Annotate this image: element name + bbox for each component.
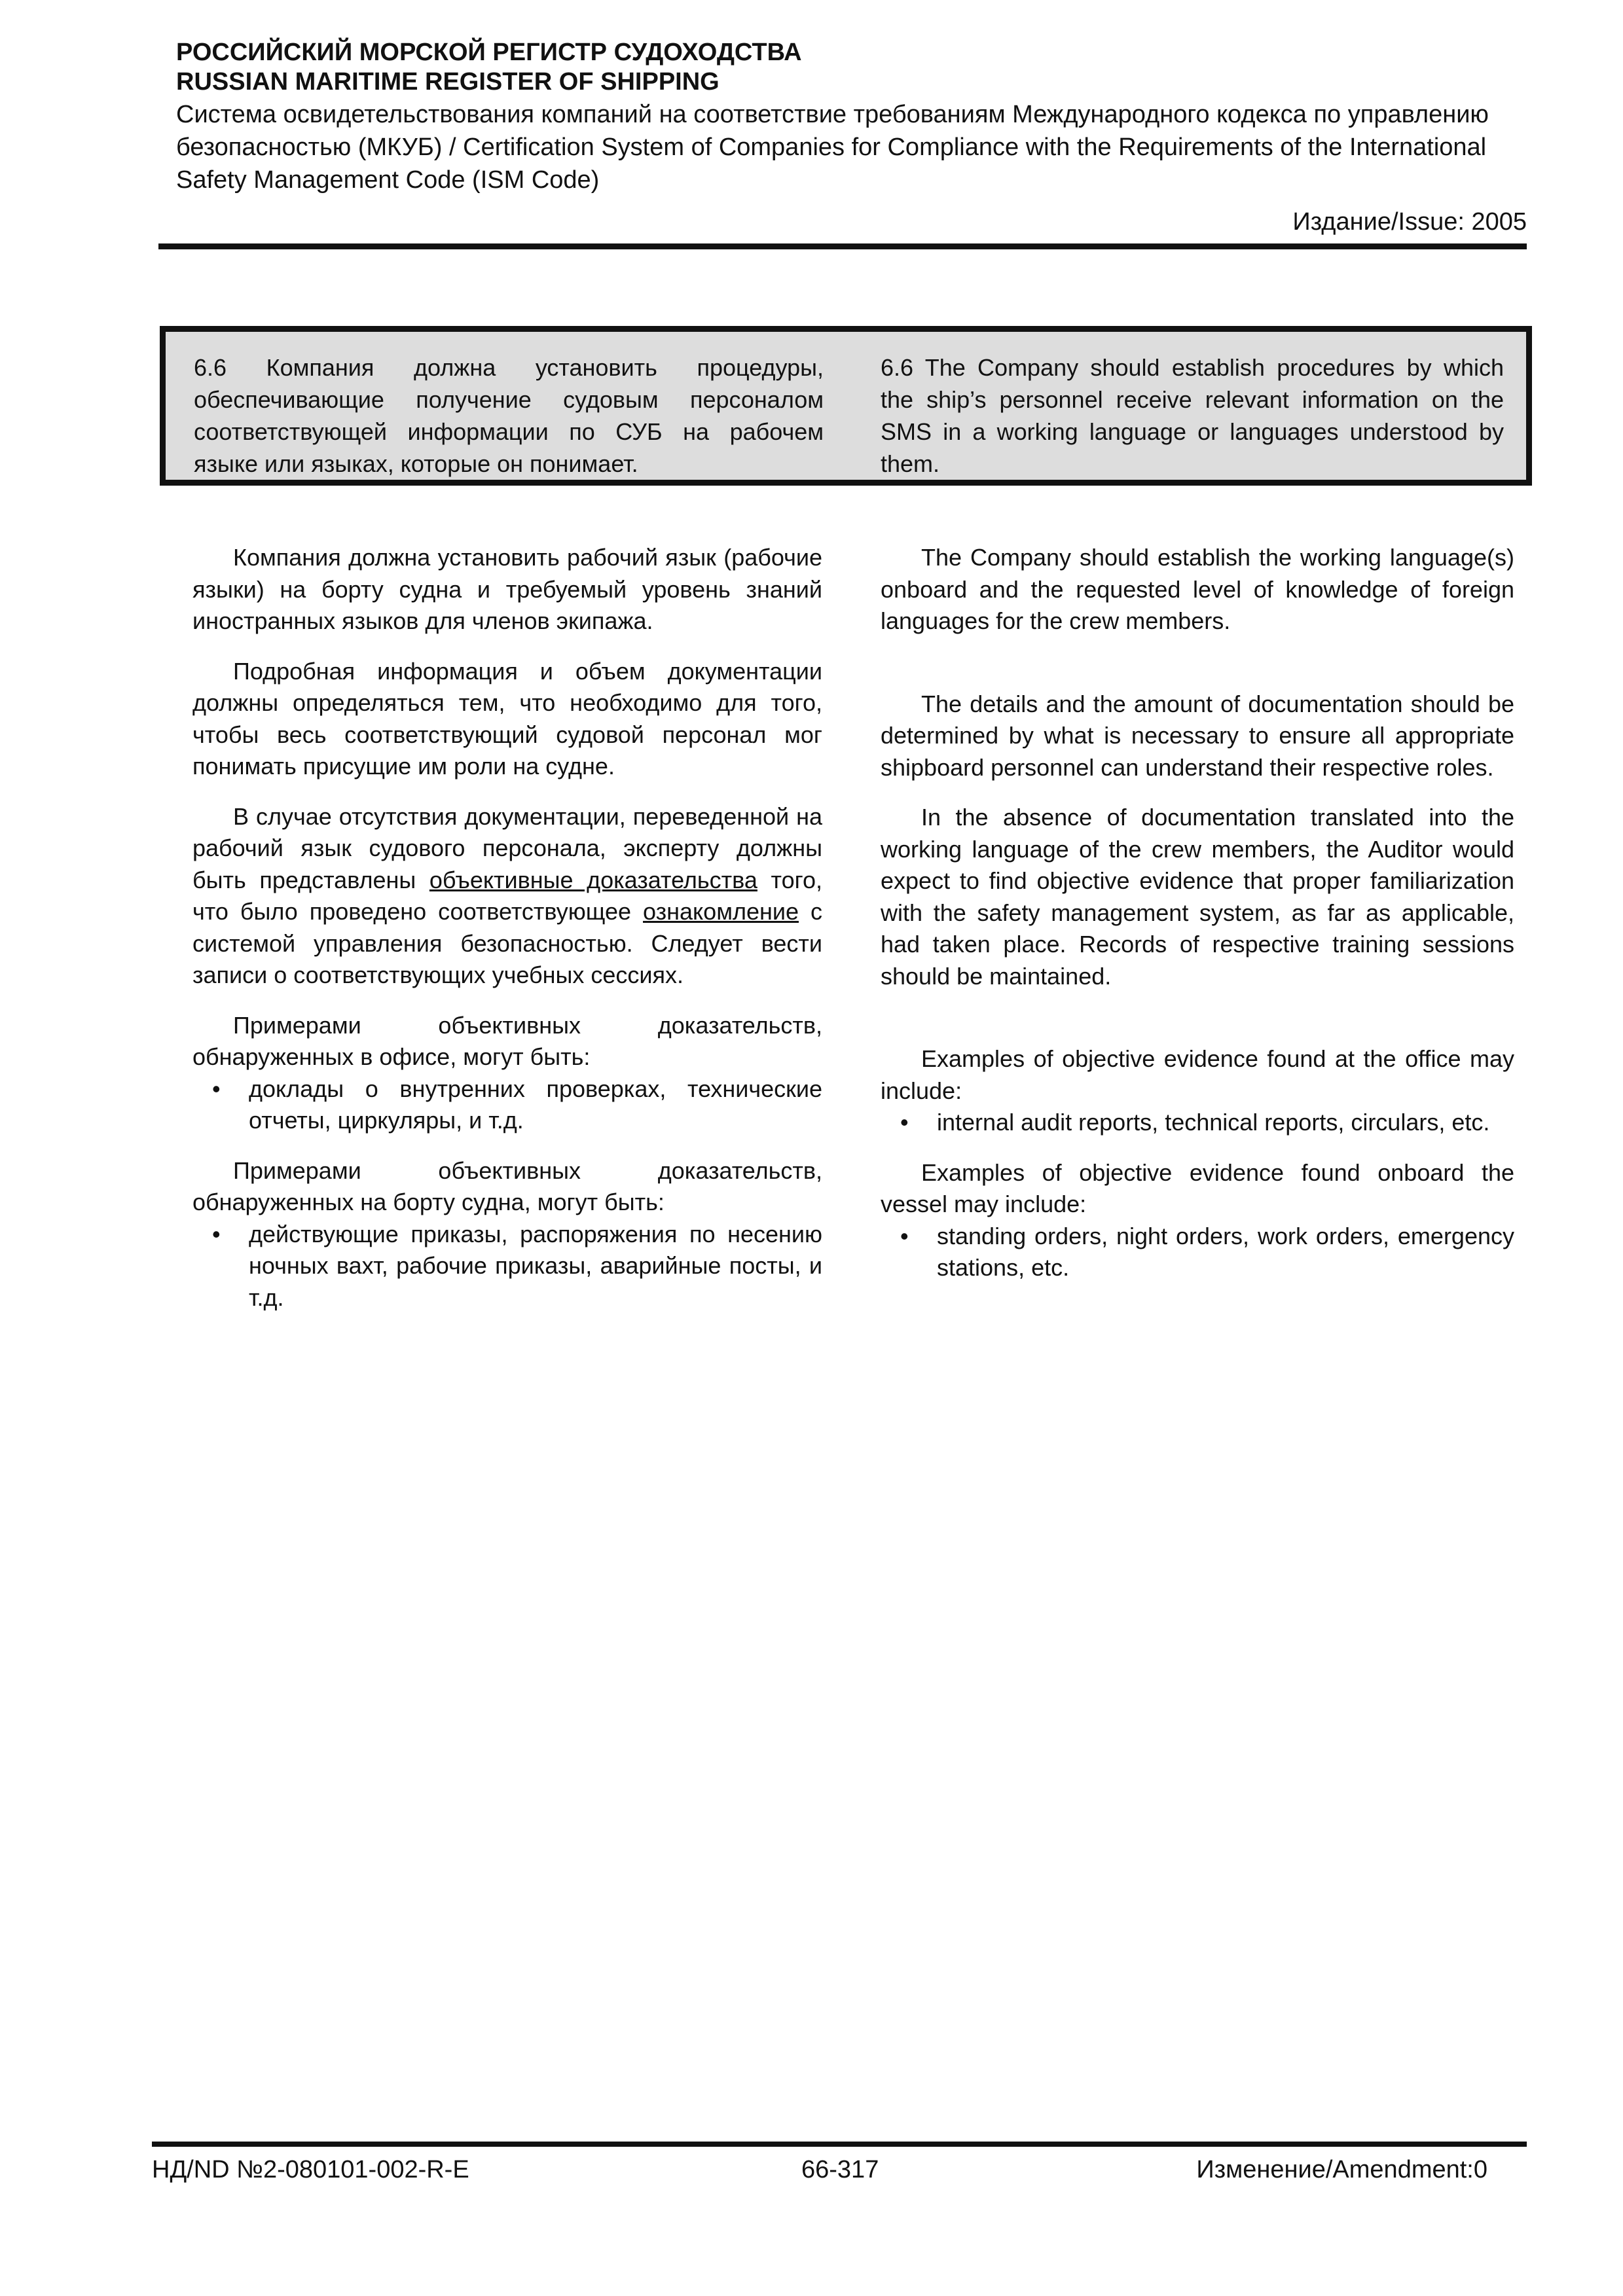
header-divider <box>158 243 1527 249</box>
page-number: 66-317 <box>801 2156 879 2183</box>
paragraph-documentation-ru: Подробная информация и объем документации должны определяться тем, что необходимо для того, чтобы весь соответствующий судовой персонал мог понимать присущие им роли на судне. <box>192 657 822 780</box>
organization-name-ru: РОССИЙСКИЙ МОРСКОЙ РЕГИСТР СУДОХОДСТВА <box>176 39 802 66</box>
issue-year: Издание/Issue: 2005 <box>1292 208 1527 236</box>
paragraph-absence-ru-part-2: того, что было проведено соответствующее <box>192 866 822 925</box>
guidance-column-ru <box>192 542 822 1314</box>
vessel-examples-intro-ru: Примерами объективных доказательств, обнаруженных на борту судна, могут быть: <box>192 1157 822 1215</box>
underlined-familiarization: ознакомление <box>643 898 799 925</box>
paragraph-absence-ru-part-3: с системой управления безопасностью. Следует вести записи о соответствующих учебных сессиях. <box>192 898 822 988</box>
organization-name-en: RUSSIAN MARITIME REGISTER OF SHIPPING <box>176 68 720 96</box>
footer-divider <box>152 2142 1527 2147</box>
paragraph-working-language-ru: Компания должна установить рабочий язык (рабочие языки) на борту судна и требуемый уровень знаний иностранных языков для членов экипажа. <box>192 544 822 634</box>
document-number: НД/ND №2-080101-002-R-E <box>152 2156 469 2183</box>
paragraph-absence-ru-part-1: В случае отсутствия документации, переведенной на рабочий язык судового персонала, эксперту должны быть представлены <box>192 802 822 893</box>
requirement-text-en: 6.6 The Company should establish procedures by which the ship’s personnel receive relevant information on the SMS in a working language or languages understood by them. <box>881 354 1504 477</box>
office-examples-intro-ru: Примерами объективных доказательств, обнаруженных в офисе, могут быть: <box>192 1011 822 1070</box>
list-item: • standing orders, night orders, work orders, emergency stations, etc. <box>881 1221 1514 1284</box>
list-item: • действующие приказы, распоряжения по несению ночных вахт, рабочие приказы, аварийные посты, и т.д. <box>192 1219 822 1314</box>
paragraph-absence-ru <box>192 801 822 992</box>
office-examples-list-en <box>881 1107 1514 1139</box>
office-examples-intro-en: Examples of objective evidence found at the office may include: <box>881 1045 1514 1104</box>
requirement-text-ru: 6.6 Компания должна установить процедуры, обеспечивающие получение судовым персоналом соответствующей информации по СУБ на рабочем языке или языках, которые он понимает. <box>194 354 824 477</box>
vessel-examples-intro-en: Examples of objective evidence found onboard the vessel may include: <box>881 1158 1514 1217</box>
list-item: • internal audit reports, technical reports, circulars, etc. <box>881 1107 1514 1139</box>
vessel-examples-list-en <box>881 1221 1514 1284</box>
paragraph-documentation-en: The details and the amount of documentation should be determined by what is necessary to ensure all appropriate shipboard personnel can understand their respective roles. <box>881 690 1514 781</box>
paragraph-working-language-en: The Company should establish the working language(s) onboard and the requested level of knowledge of foreign languages for the crew members. <box>881 544 1514 634</box>
amendment-number: Изменение/Amendment:0 <box>1196 2156 1487 2183</box>
office-examples-list-ru <box>192 1073 822 1137</box>
document-header <box>176 38 1527 238</box>
list-item: • доклады о внутренних проверках, технические отчеты, циркуляры, и т.д. <box>192 1073 822 1137</box>
underlined-objective-evidence: объективные доказательства <box>429 866 757 893</box>
requirement-box <box>160 326 1532 486</box>
certification-system-title: Система освидетельствования компаний на соответствие требованиям Международного кодекса по управлению безопасностью (МКУБ) / Certification System of Companies for Compliance with the Requirements of the International Safety Management Code (ISM Code) <box>176 101 1489 194</box>
vessel-examples-list-ru <box>192 1219 822 1314</box>
paragraph-absence-en: In the absence of documentation translated into the working language of the crew members, the Auditor would expect to find objective evidence that proper familiarization with the safety management system, as far as applicable, had taken place. Records of respective training sessions should be maintained. <box>881 804 1514 990</box>
guidance-column-en <box>881 542 1514 1284</box>
